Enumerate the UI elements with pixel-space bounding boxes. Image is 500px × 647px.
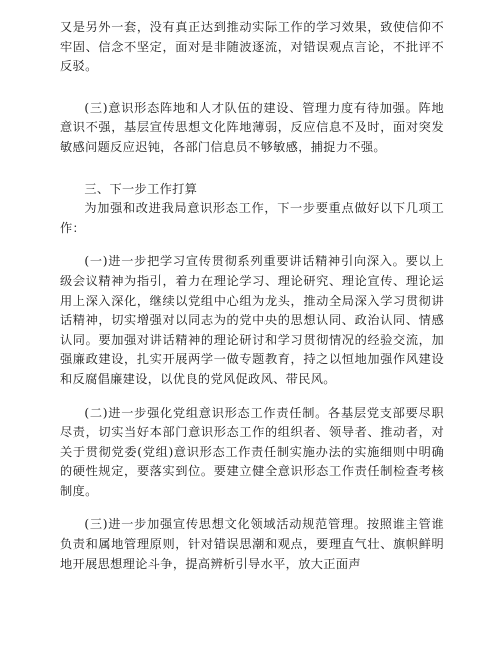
section-heading-next-steps: 三、下一步工作打算	[84, 181, 198, 196]
paragraph-next-steps-intro: 为加强和改进我局意识形态工作，下一步要重点做好以下几项工作：	[60, 201, 444, 235]
paragraph-task-two: (二)进一步强化党组意识形态工作责任制。各基层党支部要尽职尽责，切实当好本部门意识形态工作的组织者、领导者、推动者，对关于贯彻党委(党组)意识形态工作责任制实施办法的实施细则中明确的硬性规定，要落实到位。要建立健全意识形态工作责任制检查考核制度。	[60, 405, 444, 498]
paragraph-issue-three: (三)意识形态阵地和人才队伍的建设、管理力度有待加强。阵地意识不强，基层宣传思想文化阵地薄弱，反应信息不及时，面对突发敏感问题反应迟钝，各部门信息员不够敏感，捕捉力不强。	[60, 100, 444, 154]
paragraph-task-three: (三)进一步加强宣传思想文化领域活动规范管理。按照谁主管谁负责和属地管理原则，针对错误思潮和观点，要理直气壮、旗帜鲜明地开展思想理论斗争，提高辨析引导水平，放大正面声	[60, 517, 444, 571]
paragraph-task-one: (一)进一步把学习宣传贯彻系列重要讲话精神引向深入。要以上级会议精神为指引，着力在理论学习、理论研究、理论宣传、理论运用上深入深化，继续以党组中心组为龙头，推动全局深入学习贯彻讲话精神，切实增强对以同志为的党中央的思想认同、政治认同、情感认同。要加强对讲话精神的理论研讨和学习贯彻情况的经验交流，加强廉政建设，扎实开展两学一做专题教育，持之以恒地加强作风建设和反腐倡廉建设，以优良的党风促政风、带民风。	[60, 254, 444, 386]
paragraph-continuation: 又是另外一套，没有真正达到推动实际工作的学习效果，致使信仰不牢固、信念不坚定，面对是非随波逐流，对错误观点言论，不批评不反驳。	[60, 20, 444, 74]
